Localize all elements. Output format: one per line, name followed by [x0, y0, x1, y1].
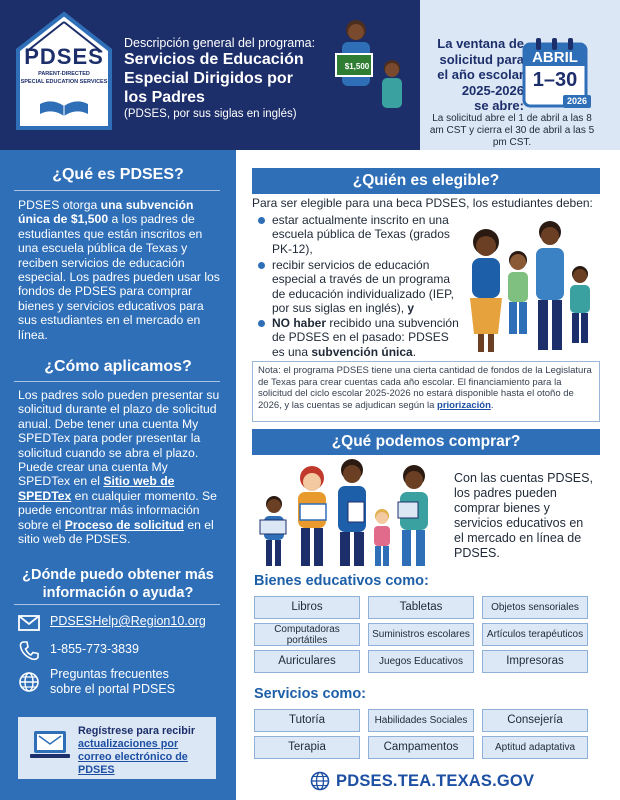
how-apply-text-part2: en cualquier momento. Se puede encontrar más información sobre el — [18, 488, 217, 532]
application-window-heading — [424, 36, 524, 114]
calendar-days: 1–30 — [532, 69, 578, 91]
signup-line1: Regístrese para recibir — [78, 725, 196, 737]
logo-wordmark — [14, 44, 114, 86]
goods-item: Libros — [254, 596, 360, 619]
eligibility-item-bold: NO haber — [272, 316, 327, 330]
bullet-icon — [258, 262, 265, 269]
what-is-title: ¿Qué es PDSES? — [52, 166, 184, 183]
help-title — [0, 566, 236, 602]
money-label: $1,500 — [344, 62, 370, 71]
eligibility-item-text-part: . — [412, 344, 417, 359]
email-laptop-icon — [30, 729, 70, 765]
eligibility-item-bold: subvención única — [311, 344, 413, 359]
eligibility-title: ¿Quién es elegible? — [252, 168, 600, 194]
purchases-description: Con las cuentas PDSES, los padres pueden comprar bienes y servicios educativos en el mercado en línea de PDSES. — [454, 471, 593, 560]
window-line3: el año escolar — [437, 67, 524, 82]
what-is-text — [18, 198, 222, 342]
eligibility-item-bold: y — [407, 300, 415, 315]
calendar-year: 2026 — [563, 95, 591, 108]
window-line5: se abre: — [474, 98, 524, 113]
divider — [14, 604, 220, 605]
goods-item: Juegos Educativos — [368, 650, 474, 673]
phone-number[interactable]: 1-855-773-3839 — [50, 642, 139, 656]
how-apply-text-part3: en el sitio web de PDSES. — [18, 517, 214, 547]
window-line4: 2025-2026 — [461, 82, 524, 98]
website-link[interactable]: PDSES.TEA.TEXAS.GOV — [336, 772, 535, 790]
phone-icon — [18, 640, 40, 662]
shopping-family-illustration — [258, 458, 438, 570]
application-window-note: La solicitud abre el 1 de abril a las 8 am CST y cierra el 30 de abril a las 5 pm CST. — [429, 113, 595, 148]
how-apply-text-part1: Los padres solo pueden presentar su solicitud durante el plazo de solicitud anual. Debe tener una cuenta My SPEDTex para poder presentar la solicitud cuando se abra el plazo. Puede crear una cuenta My SPEDTex en el — [18, 388, 220, 489]
eligibility-item-text — [272, 258, 460, 315]
funding-note-end: . — [490, 399, 494, 411]
eligibility-item-text: estar actualmente inscrito en una escuela pública de Texas (grados PK-12), — [272, 213, 450, 256]
title-line2: Especial Dirigidos por — [124, 70, 293, 87]
goods-item: Suministros escolares — [368, 623, 474, 646]
prioritization-link[interactable]: priorización — [437, 399, 491, 411]
funding-note — [252, 361, 600, 422]
goods-title: Bienes educativos como: — [254, 573, 429, 589]
services-grid — [254, 709, 588, 763]
logo-line2: SPECIAL EDUCATION SERVICES — [20, 79, 108, 85]
website-footer[interactable] — [310, 770, 540, 794]
service-item: Habilidades Sociales — [368, 709, 474, 732]
faq-contact[interactable] — [18, 667, 228, 703]
family-illustration — [462, 216, 600, 356]
application-process-link[interactable]: Proceso de solicitud — [64, 517, 184, 532]
globe-icon — [310, 771, 330, 791]
funding-note-text: Nota: el programa PDSES tiene una cierta cantidad de fondos de la Legislatura de Texas para crear cuentas cada año escolar. El financiamiento para la solicitud del ciclo escolar 2025-2026 no estará disponible hasta el otoño de 2026, y las cuentas se adjudican según la — [258, 365, 592, 411]
title-line3: los Padres — [124, 89, 205, 106]
bullet-icon — [258, 320, 265, 327]
bullet-icon — [258, 217, 265, 224]
goods-item: Artículos terapéuticos — [482, 623, 588, 646]
eligibility-item-text-part: recibido una subvención de PDSES en el pasado: PDSES es una — [272, 316, 459, 359]
service-item: Terapia — [254, 736, 360, 759]
service-item: Campamentos — [368, 736, 474, 759]
grant-amount-highlight: una subvención única de $1,500 — [18, 198, 194, 227]
what-is-text-part1: PDSES otorga — [18, 198, 101, 212]
goods-item: Objetos sensoriales — [482, 596, 588, 619]
goods-grid — [254, 596, 588, 676]
faq-link[interactable] — [50, 667, 175, 697]
service-item: Aptitud adaptativa — [482, 736, 588, 759]
divider — [14, 381, 220, 382]
faq-line1: Preguntas frecuentes — [50, 667, 169, 681]
email-signup-box[interactable] — [18, 717, 216, 779]
eligibility-item-text — [272, 316, 460, 359]
eligibility-item-text-part: recibir servicios de educación especial a través de un programa de educación individualizado (IEP, por sus siglas en inglés), — [272, 258, 454, 315]
goods-item: Auriculares — [254, 650, 360, 673]
what-is-text-part2: a los padres de estudiantes que están inscritos en una escuela pública de Texas y reciben servicios de educación especial. Los padres pueden usar los fondos de PDSES para comprar bienes y servicios educativos para sus estudiantes en el mercado en línea. — [18, 212, 220, 342]
purchases-title: ¿Qué podemos comprar? — [252, 429, 600, 455]
how-apply-text — [18, 388, 222, 546]
services-title: Servicios como: — [254, 686, 367, 702]
envelope-icon — [18, 612, 40, 634]
page-title — [124, 50, 344, 107]
email-updates-link[interactable]: actualizaciones por correo electrónico de PDSES — [78, 738, 188, 776]
window-line2: solicitud para — [439, 51, 524, 67]
page-subtitle: (PDSES, por sus siglas en inglés) — [124, 108, 297, 120]
header-kicker: Descripción general del programa: — [124, 36, 316, 50]
service-item: Tutoría — [254, 709, 360, 732]
title-line1: Servicios de Educación — [124, 51, 304, 68]
email-link[interactable]: PDSESHelp@Region10.org — [50, 614, 206, 628]
phone-contact[interactable] — [18, 640, 228, 670]
window-line1: La ventana de — [437, 36, 524, 51]
parent-child-illustration — [330, 14, 420, 140]
header — [0, 0, 620, 150]
goods-item: Impresoras — [482, 650, 588, 673]
eligibility-intro: Para ser elegible para una beca PDSES, los estudiantes deben: — [252, 196, 593, 210]
divider — [14, 190, 220, 191]
logo-line1: PARENT-DIRECTED — [38, 71, 90, 77]
help-title-line1: ¿Dónde puedo obtener más — [22, 567, 214, 583]
calendar-month: ABRIL — [532, 49, 578, 66]
goods-item: Tabletas — [368, 596, 474, 619]
faq-line2: sobre el portal PDSES — [50, 682, 176, 696]
service-item: Consejería — [482, 709, 588, 732]
globe-icon — [18, 671, 40, 693]
spedtex-website-link[interactable]: Sitio web de SPEDTex — [18, 474, 175, 503]
logo-acronym: PDSES — [24, 44, 104, 69]
goods-item: Computadoras portátiles — [254, 623, 360, 646]
help-title-line2: información o ayuda? — [42, 585, 194, 601]
email-signup-text — [78, 725, 214, 777]
how-apply-title: ¿Cómo aplicamos? — [44, 358, 192, 375]
email-contact[interactable] — [18, 612, 228, 642]
